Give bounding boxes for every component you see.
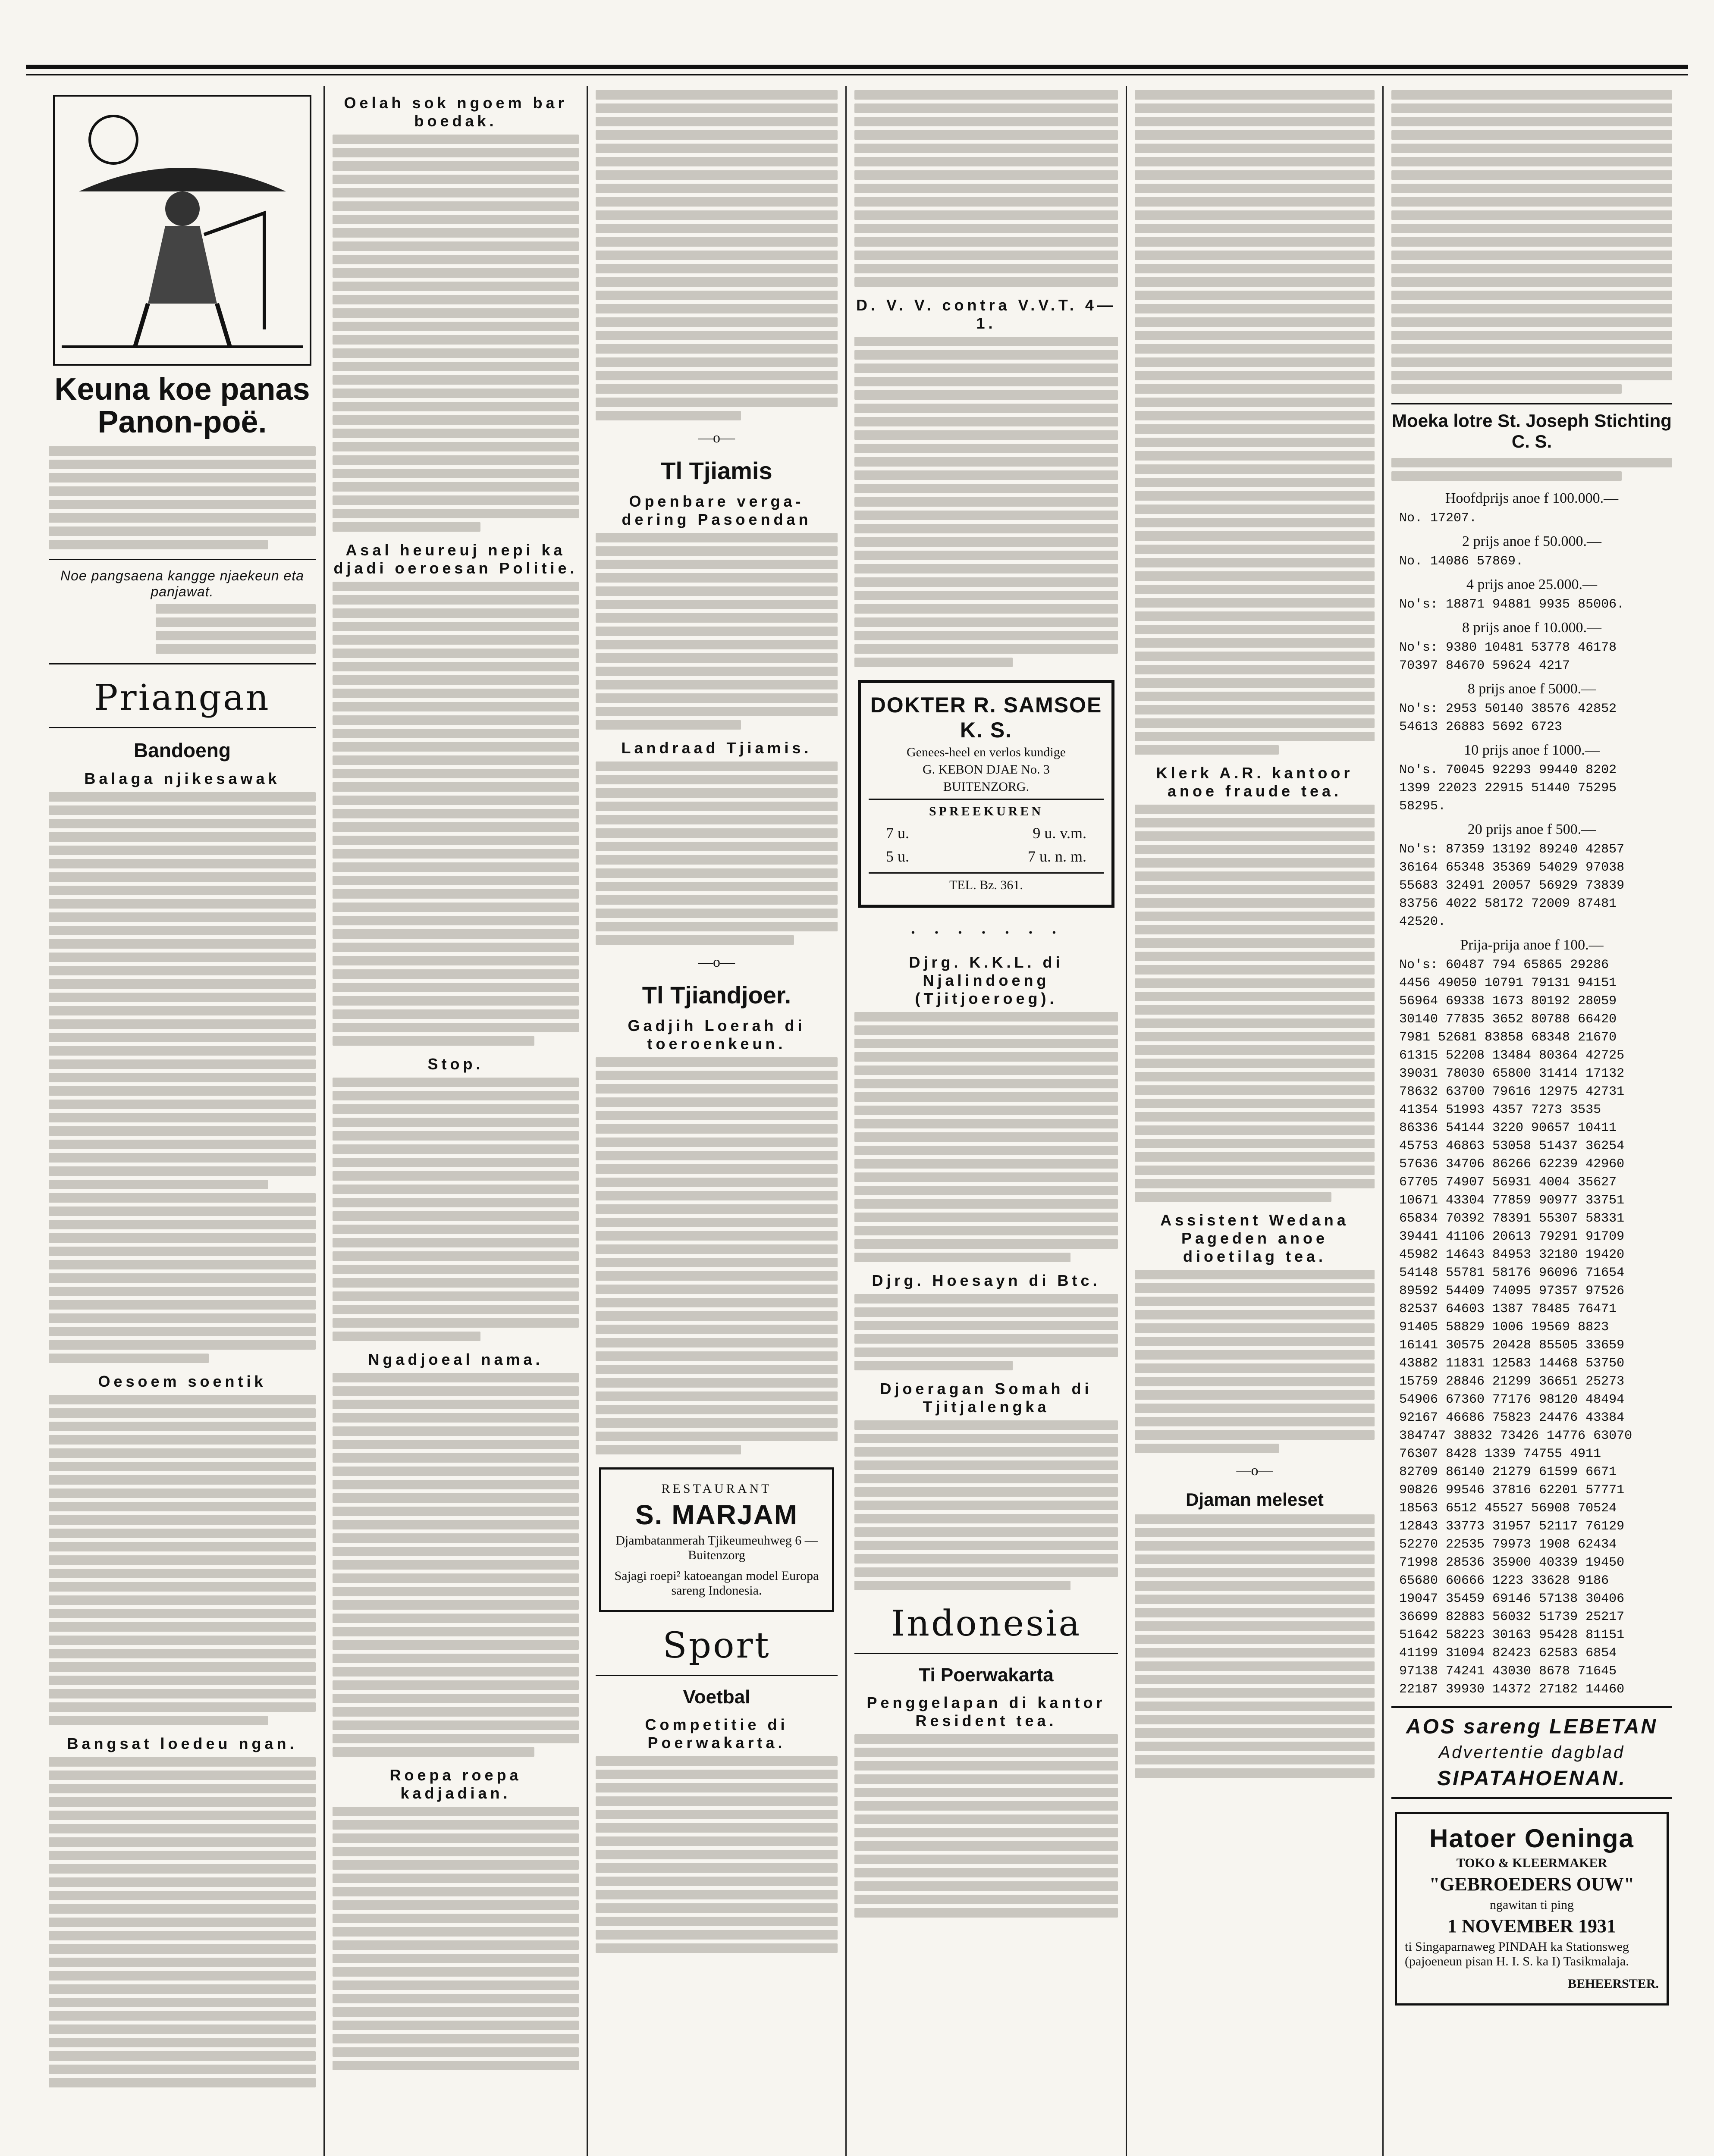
article-body — [854, 1294, 1118, 1370]
article-kicker: Roepa roepa kadjadian. — [389, 1766, 522, 1802]
lottery-winning-numbers: No. 14086 57869. — [1399, 554, 1524, 569]
lottery-prize-label: Prija-prija anoe f 100.— — [1460, 937, 1604, 953]
caption-text — [49, 604, 316, 654]
ad-shop-title: Hatoer Oeninga — [1429, 1824, 1634, 1853]
ad-doctor-profession: Genees-heel en verlos kundige — [906, 745, 1066, 759]
article-body — [49, 792, 316, 1363]
doctor-advertisement — [858, 680, 1114, 908]
article-body — [596, 761, 838, 945]
column-6 — [1382, 86, 1680, 2156]
lottery-prize-label: 8 prijs anoe f 5000.— — [1467, 681, 1596, 697]
lottery-prize-label: Hoofdprijs anoe f 100.000.— — [1445, 490, 1619, 506]
ad-doctor-city: BUITENZORG. — [943, 780, 1030, 794]
shop-advertisement — [1395, 1812, 1669, 2006]
ad-shop-line3: ngawitan ti ping — [1490, 1898, 1574, 1912]
section-banner-indonesia: Indonesia — [891, 1603, 1082, 1644]
ad-shop-signature: BEHEERSTER. — [1568, 1977, 1659, 1991]
article-kicker: Oesoem soentik — [98, 1373, 267, 1391]
article-body — [333, 1373, 579, 1757]
ad-shop-line4: ti Singaparnaweg PINDAH ka Stationsweg (pajoeneun pisan H. I. S. ka I) Tasikmalaja. — [1405, 1940, 1629, 1968]
article-kicker: Competitie di Poerwakarta. — [645, 1716, 788, 1752]
ad-shop-line1: TOKO & KLEERMAKER — [1456, 1856, 1607, 1870]
ad-address: Djambatanmerah Tjikeumeuhweg 6 — Buitenzorg — [615, 1533, 818, 1562]
column-5 — [1126, 86, 1382, 2156]
article-body — [854, 1734, 1118, 1918]
article-kicker: Ngadjoeal nama. — [368, 1351, 543, 1368]
place-heading: Tl Tjiandjoer. — [642, 981, 791, 1009]
article-kicker: Djoeragan Somah di Tjitjalengka — [880, 1380, 1092, 1416]
promo-box — [1391, 1706, 1672, 1799]
masthead-rule — [26, 65, 1688, 69]
divider-line — [596, 1675, 838, 1676]
article-body — [1135, 1514, 1375, 1778]
lottery-prize-label: 2 prijs anoe f 50.000.— — [1462, 533, 1601, 549]
sport-heading: Voetbal — [683, 1686, 750, 1708]
article-body — [854, 90, 1118, 287]
lottery-winning-numbers: No's: 87359 13192 89240 42857 36164 65348 35369 54029 97038 55683 32491 20057 56929 73839 83756 4022 58172 72009 87481 42520. — [1399, 842, 1625, 929]
lottery-winning-numbers: No's: 9380 10481 53778 46178 70397 84670 59624 4217 — [1399, 640, 1617, 673]
article-kicker: Assistent Wedana Pageden anoe dioetilag tea. — [1160, 1211, 1349, 1265]
divider-dash: —o— — [1236, 1463, 1273, 1479]
lottery-prize-label: 10 prijs anoe f 1000.— — [1464, 742, 1600, 758]
column-2 — [323, 86, 587, 2156]
lottery-intro — [1391, 458, 1672, 481]
article-body — [854, 337, 1118, 667]
article-body — [49, 1757, 316, 2087]
section-banner-sport: Sport — [662, 1625, 771, 1666]
lottery-heading: Moeka lotre St. Joseph Stichting C. S. — [1392, 411, 1672, 451]
divider-line — [1391, 403, 1672, 404]
article-kicker: Klerk A.R. kantoor anoe fraude tea. — [1156, 764, 1353, 800]
ad-doctor-hours-row: 7 u. 9 u. v.m. — [886, 824, 1086, 842]
lottery-winning-numbers: No. 17207. — [1399, 511, 1477, 526]
article-kicker: Djrg. Hoesayn di Btc. — [872, 1272, 1101, 1289]
article-kicker: Balaga njikesawak — [84, 770, 280, 788]
column-1 — [41, 86, 323, 2156]
article-kicker: Penggelapan di kantor Resident tea. — [866, 1694, 1106, 1730]
article-body — [1135, 805, 1375, 1202]
lottery-winning-numbers: No's: 60487 794 65865 29286 4456 49050 10791 79131 94151 56964 69338 1673 80192 28059 30140 77835 3652 80788 66420 7981 52681 83858 68348 21670 61315 52208 13484 80364 42725 39031 78030 65800 31414 17132 78632 63700 79616 12975 42731 41354 51993 4357 7273 3535 86336 54144 3220 90657 10411 45753 46863 53058 51437 36254 57636 34706 86266 62239 42960 67705 74907 56931 4004 35627 10671 43304 77859 90977 33751 65834 70392 78391 55307 58331 39441 41106 20613 79291 91709 45982 14643 84953 32180 19420 54148 55781 58176 96096 71654 89592 54409 74095 97357 97526 82537 64603 1387 78485 76471 91405 58829 1006 19569 8823 16141 30575 20428 85505 33659 43882 11831 12583 14468 53750 15759 28846 21299 36651 25273 54906 67360 77176 98120 48494 92167 46686 75823 24476 43384 384747 38832 73426 14776 63070 76307 8428 1339 74755 4911 82709 86140 21279 61599 6671 90826 99546 37816 62201 57771 18563 6512 45527 56908 70524 12843 33773 31957 52117 76129 52270 22535 79973 1908 62434 71998 28536 35900 40339 19450 65680 60666 1223 33628 9186 19047 35459 69146 57138 30406 36699 82883 56032 51739 25217 51642 58223 30163 95428 81151 41199 31094 82423 62583 6854 97138 74241 43030 8678 71645 22187 39930 14372 27182 14460 — [1399, 958, 1632, 1697]
article-body — [1135, 1270, 1375, 1453]
article-body — [1391, 90, 1672, 394]
lottery-prize-label: 8 prijs anoe f 10.000.— — [1462, 620, 1601, 636]
ad-shop-date: 1 NOVEMBER 1931 — [1447, 1915, 1617, 1937]
section-banner-roepa: · · · · · · · — [910, 921, 1063, 945]
article-body — [596, 533, 838, 730]
promo-line-1: AOS sareng LEBETAN — [1406, 1715, 1658, 1738]
lottery-prize-label: 20 prijs anoe f 500.— — [1467, 821, 1596, 837]
cartoon-title: Keuna koe panas Panon-poë. — [54, 372, 310, 439]
divider-line — [49, 727, 316, 728]
article-heading-djaman: Djaman meleset — [1186, 1489, 1324, 1510]
ad-doctor-phone: TEL. Bz. 361. — [949, 878, 1023, 892]
cartoon-text — [49, 446, 316, 549]
divider-line — [49, 559, 316, 560]
article-body — [333, 582, 579, 1046]
article-kicker: Gadjih Loerah di toeroenkeun. — [628, 1017, 806, 1053]
promo-line-3: SIPATAHOENAN. — [1437, 1767, 1626, 1790]
article-body — [49, 1395, 316, 1725]
cartoon-caption: Noe pangsaena kangge njaekeun eta panjawat. — [60, 568, 304, 600]
divider-dash: —o— — [698, 430, 735, 446]
article-kicker: Djrg. K.K.L. di Njalindoeng (Tjitjoeroeg). — [909, 953, 1064, 1007]
ad-doctor-hours-row: 5 u. 7 u. n. m. — [886, 848, 1086, 865]
section-banner-priangan: Priangan — [94, 677, 270, 719]
article-kicker: Bangsat loedeu ngan. — [67, 1735, 298, 1753]
divider-line — [854, 1653, 1118, 1654]
ad-restaurant-name: S. MARJAM — [635, 1499, 798, 1530]
article-body — [854, 1012, 1118, 1262]
indonesia-heading: Ti Poerwakarta — [919, 1664, 1054, 1686]
article-body — [596, 1057, 838, 1454]
ad-doctor-name: DOKTER R. SAMSOE K. S. — [870, 693, 1102, 742]
ad-doctor-hours-label: SPREEKUREN — [929, 804, 1044, 818]
article-kicker: Stop. — [427, 1055, 484, 1073]
lottery-winning-numbers: No's. 70045 92293 99440 8202 1399 22023 22915 51440 75295 58295. — [1399, 763, 1617, 814]
lottery-prize-label: 4 prijs anoe 25.000.— — [1466, 577, 1598, 592]
article-body — [333, 1807, 579, 2070]
article-kicker: Asal heureuj nepi ka djadi oeroesan Politie. — [333, 541, 578, 577]
place-heading-bandoeng: Bandoeng — [134, 739, 231, 762]
article-kicker: Openbare verga-dering Pasoendan — [622, 492, 812, 528]
ad-note: Sajagi roepi² katoeangan model Europa sareng Indonesia. — [614, 1569, 819, 1598]
farmer-figure-icon — [62, 105, 303, 355]
ad-label: RESTAURANT — [661, 1482, 772, 1496]
article-body — [854, 1420, 1118, 1590]
article-kicker: Oelah sok ngoem bar boedak. — [344, 94, 568, 130]
lottery-winning-numbers: No's: 18871 94881 9935 85006. — [1399, 597, 1625, 612]
article-kicker: Landraad Tjiamis. — [621, 739, 812, 757]
column-4 — [845, 86, 1126, 2156]
ad-doctor-street: G. KEBON DJAE No. 3 — [923, 762, 1050, 777]
lottery-winning-numbers: No's: 2953 50140 38576 42852 54613 26883 5692 6723 — [1399, 702, 1617, 734]
promo-line-2: Advertentie dagblad — [1438, 1743, 1625, 1762]
column-3 — [587, 86, 845, 2156]
restaurant-advertisement — [599, 1467, 834, 1612]
article-body — [596, 90, 838, 420]
cartoon-illustration — [53, 95, 311, 366]
article-kicker: D. V. V. contra V.V.T. 4—1. — [856, 296, 1116, 332]
lottery-prize-list — [1391, 490, 1672, 1698]
article-body — [333, 1078, 579, 1341]
article-body — [1135, 90, 1375, 755]
article-body — [596, 1756, 838, 1953]
article-body — [333, 135, 579, 532]
ad-shop-line2: "GEBROEDERS OUW" — [1429, 1874, 1635, 1895]
place-heading: Tl Tjiamis — [661, 457, 772, 484]
divider-line — [49, 663, 316, 664]
masthead-rule-thin — [26, 74, 1688, 75]
divider-dash: —o— — [698, 954, 735, 970]
